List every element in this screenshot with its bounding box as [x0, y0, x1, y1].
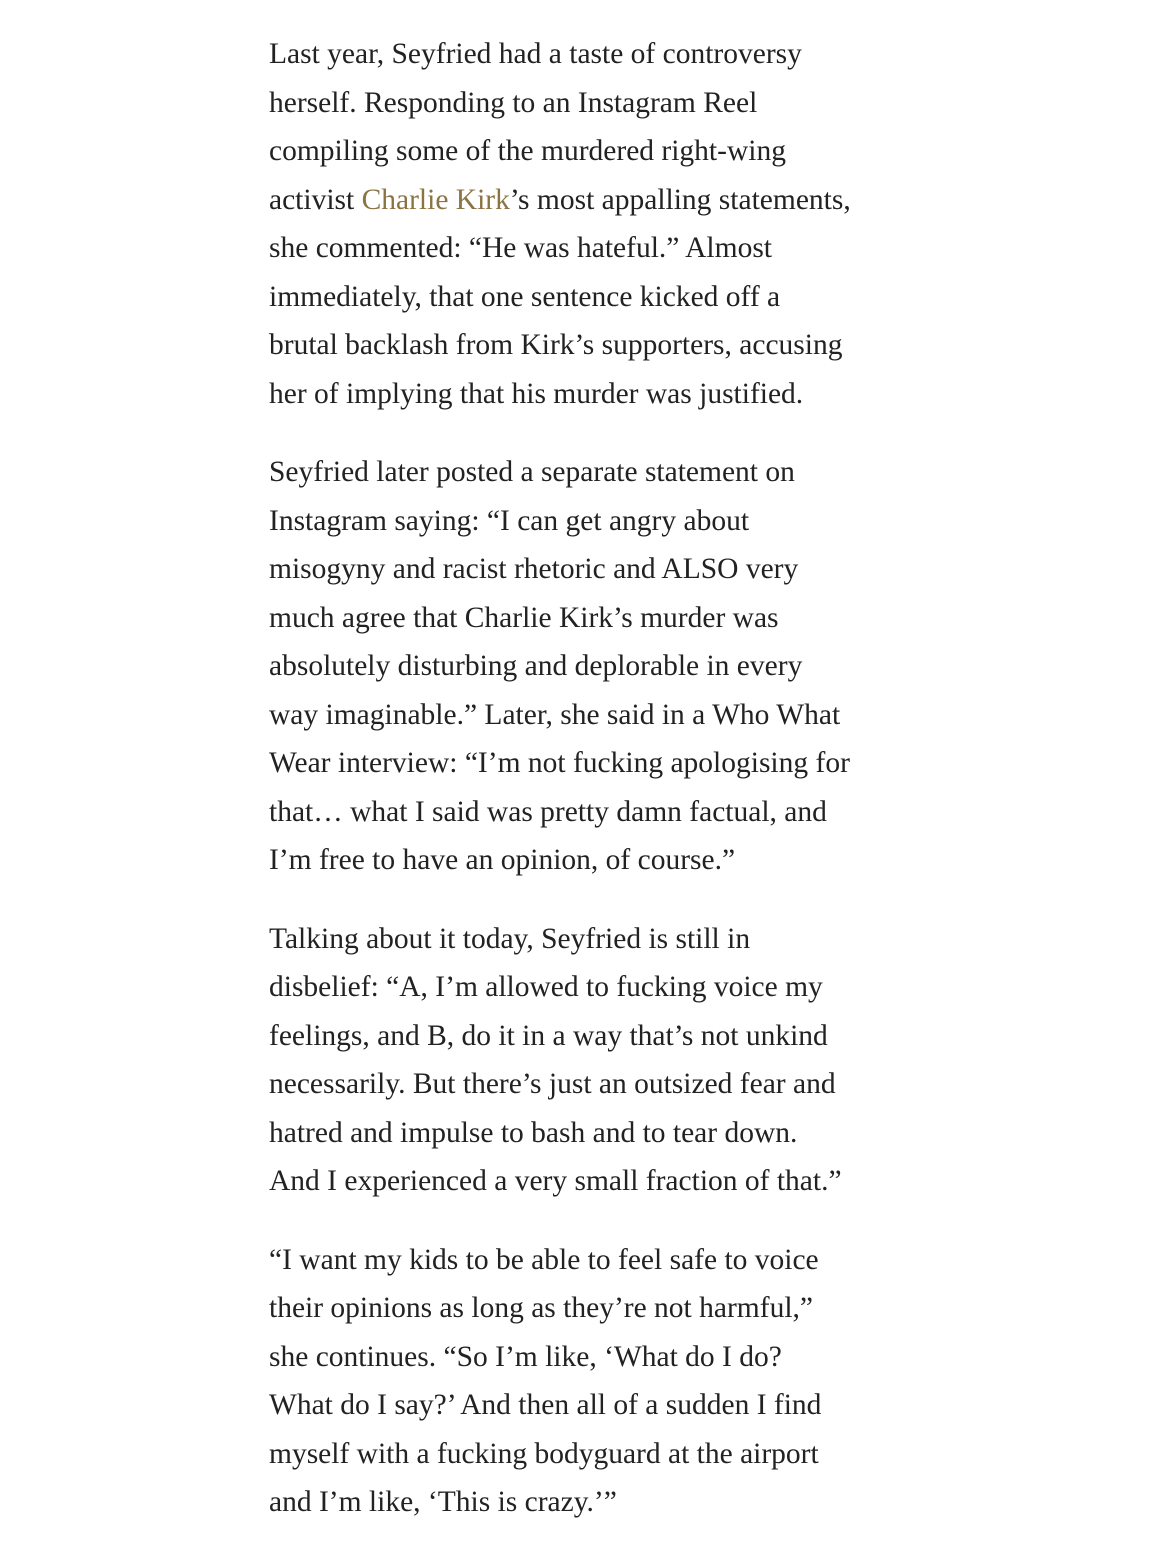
- text-line: “I want my kids to be able to feel safe to voice: [269, 1243, 819, 1276]
- text-line: absolutely disturbing and deplorable in every: [269, 650, 803, 682]
- text-segment: ’s most appalling statements,: [509, 183, 851, 216]
- text-line: Talking about it today, Seyfried is still in: [269, 922, 751, 955]
- text-line: herself. Responding to an Instagram Reel: [269, 86, 758, 119]
- paragraph-4: [269, 1236, 909, 1527]
- text-segment: activist: [269, 183, 362, 216]
- text-line: compiling some of the murdered right-wing: [269, 135, 786, 167]
- text-line: that… what I said was pretty damn factual, and: [269, 795, 827, 828]
- text-line: much agree that Charlie Kirk’s murder was: [269, 601, 779, 634]
- text-line: Seyfried later posted a separate statement on: [269, 456, 795, 488]
- charlie-kirk-link[interactable]: Charlie Kirk: [361, 183, 510, 216]
- text-line: myself with a fucking bodyguard at the airport: [269, 1437, 819, 1470]
- article-body: [269, 30, 909, 1557]
- text-line: Instagram saying: “I can get angry about: [269, 504, 750, 537]
- text-line: their opinions as long as they’re not harmful,”: [269, 1292, 813, 1324]
- text-line: her of implying that his murder was justified.: [269, 377, 804, 410]
- paragraph-3: [269, 915, 909, 1206]
- text-line: necessarily. But there’s just an outsized fear and: [269, 1068, 836, 1100]
- text-line: I’m free to have an opinion, of course.”: [269, 844, 736, 876]
- text-line: Wear interview: “I’m not fucking apologising for: [269, 747, 850, 779]
- text-line: and I’m like, ‘This is crazy.’”: [269, 1486, 617, 1518]
- text-line: feelings, and B, do it in a way that’s not unkind: [269, 1019, 828, 1052]
- text-line: What do I say?’ And then all of a sudden I find: [269, 1389, 822, 1421]
- text-line: she continues. “So I’m like, ‘What do I do?: [269, 1340, 782, 1373]
- text-line: disbelief: “A, I’m allowed to fucking voice my: [269, 971, 823, 1003]
- text-line: [269, 176, 909, 225]
- text-line: misogyny and racist rhetoric and ALSO very: [269, 553, 799, 585]
- text-line: Last year, Seyfried had a taste of controversy: [269, 38, 802, 70]
- text-line: immediately, that one sentence kicked off a: [269, 280, 781, 313]
- text-line: And I experienced a very small fraction of that.”: [269, 1165, 842, 1197]
- text-line: she commented: “He was hateful.” Almost: [269, 232, 772, 264]
- paragraph-1: [269, 30, 909, 418]
- text-line: way imaginable.” Later, she said in a Who What: [269, 698, 841, 731]
- text-line: hatred and impulse to bash and to tear down.: [269, 1116, 798, 1149]
- paragraph-2: [269, 448, 909, 885]
- text-line: brutal backlash from Kirk’s supporters, accusing: [269, 329, 843, 361]
